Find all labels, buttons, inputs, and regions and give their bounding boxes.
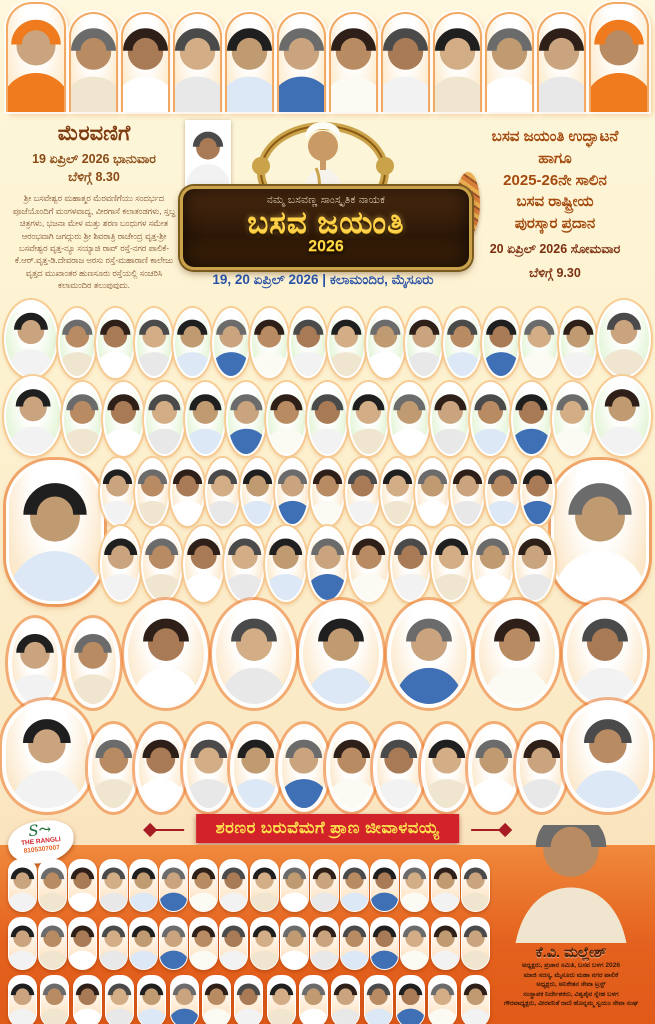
portrait-photo: [224, 526, 265, 602]
portrait-photo: [280, 917, 309, 970]
portrait-photo: [8, 917, 37, 970]
portrait-photo: [212, 308, 251, 378]
portrait-photo: [170, 975, 199, 1024]
portrait-photo: [589, 2, 649, 112]
portrait-photo: [327, 308, 366, 378]
portrait-photo: [265, 526, 306, 602]
portrait-photo: [450, 458, 485, 526]
portrait-photo: [423, 726, 471, 810]
portrait-photo: [96, 308, 135, 378]
portrait-photo: [266, 382, 307, 456]
poster-subtitle: ನಮ್ಮ ಬಸವಣ್ಣ ಸಾಂಸ್ಕೃತಿಕ ನಾಯಕ: [266, 194, 386, 206]
portrait-photo: [73, 975, 102, 1024]
portrait-photo: [137, 975, 166, 1024]
portrait-photo: [100, 526, 141, 602]
portrait-photo: [307, 382, 348, 456]
portrait-photo: [141, 526, 182, 602]
portrait-photo: [345, 458, 380, 526]
portrait-photo: [189, 859, 218, 912]
portrait-photo: [518, 726, 566, 810]
portrait-photo: [301, 602, 381, 706]
portrait-photo: [477, 602, 557, 706]
portrait-photo: [10, 620, 60, 706]
portrait-photo: [170, 458, 205, 526]
portrait-photo: [470, 382, 511, 456]
portrait-photo: [310, 859, 339, 912]
portrait-photo: [485, 458, 520, 526]
procession-route-text: ಶ್ರೀ ಬಸವೇಶ್ವರ ಮಹಾತ್ಮರ ಮೆರವಣಿಗೆಯು ಸಂದರ್ಭದ ಪೂಜೆಯೊಂದಿಗೆ ಮಂಗಳವಾದ್ಯ, ವೀರಗಾಸೆ ಕಲಾತಂಡಗಳು, ಸ್ತಬ್ಧ ಚಿತ್ರಗಳು, ಭಜನಾ ಮೇಳ ಮತ್ತು ಶರಣ ಬಂಧುಗಳ ಸಮೇತ ಆರಂಭವಾಗಿ ಜಗದ್ಗುರು ಶ್ರೀ ಶಿವರಾತ್ರಿ ರಾಜೇಂದ್ರ ವೃತ್ತ-ಶ್ರೀ ಬಸವೇಶ್ವರ ವೃತ್ತ-ನ್ಯೂ ಸಯ್ಯಾಜಿ ರಾವ್ ರಸ್ತೆ-ನಗರ ಪಾಲಿಕೆ-ಕೆ.ಆರ್.ವೃತ್ತ-ಡಿ.ದೇವರಾಜ ಅರಸು ರಸ್ತೆ-ಮಹಾರಾಣಿ ಕಾಲೇಜು ವೃತ್ತದ ಮುಖಾಂತರ ಹುಣಸೂರು ರಸ್ತೆಯಲ್ಲಿ ಸಂಚರಿಸಿ ಕಲಾಮಂದಿರ ತಲುಪುವುದು.: [12, 193, 176, 291]
portrait-photo: [189, 917, 218, 970]
members-grid: [8, 859, 490, 1024]
logo-brand: THE RANGLI: [20, 835, 62, 848]
procession-heading: ಮೆರವಣಿಗೆ: [57, 122, 131, 145]
portrait-photo: [348, 526, 389, 602]
organizer-title: ಅಧ್ಯಕ್ಷರು, ಅನಿಕೇತನ ಸೇವಾ ಟ್ರಸ್ಟ್: [536, 981, 606, 989]
inauguration-line: ಬಸವ ರಾಷ್ಟ್ರೀಯ: [516, 193, 594, 211]
portrait-photo: [415, 458, 450, 526]
portrait-photo: [8, 859, 37, 912]
portrait-photo: [214, 602, 294, 706]
portrait-photo: [219, 917, 248, 970]
members-row-2: [8, 917, 490, 970]
portrait-photo: [4, 300, 58, 378]
gallery-row-6: [4, 704, 651, 810]
gallery-row-5: [10, 602, 645, 706]
portrait-photo: [121, 12, 170, 112]
portrait-photo: [310, 917, 339, 970]
inauguration-time: ಬೆಳಿಗ್ಗೆ 9.30: [529, 265, 581, 280]
portrait-photo: [310, 458, 345, 526]
portrait-photo: [58, 308, 97, 378]
portrait-photo: [565, 602, 645, 706]
portrait-photo: [240, 458, 275, 526]
portrait-photo: [90, 726, 138, 810]
portrait-photo: [4, 702, 90, 810]
portrait-photo: [472, 526, 513, 602]
portrait-photo: [6, 2, 66, 112]
portrait-photo: [173, 308, 212, 378]
portrait-photo: [389, 602, 469, 706]
gallery-row-3: [100, 456, 555, 526]
portrait-photo: [68, 917, 97, 970]
portrait-photo: [470, 726, 518, 810]
portrait-photo: [267, 975, 296, 1024]
portrait-photo: [8, 975, 37, 1024]
quote-text: ಶರಣರ ಬರುವೆಮಗೆ ಪ್ರಾಣ ಜೀವಾಳವಯ್ಯ: [215, 819, 440, 837]
portrait-photo: [428, 975, 457, 1024]
organizer-photo: [507, 825, 635, 943]
portrait-photo: [593, 376, 651, 456]
portrait-photo: [185, 382, 226, 456]
portrait-photo: [38, 859, 67, 912]
procession-date: 19 ಏಪ್ರಿಲ್ 2026 ಭಾನುವಾರ: [32, 152, 156, 166]
portrait-photo: [405, 308, 444, 378]
portrait-photo: [340, 917, 369, 970]
portrait-photo: [129, 917, 158, 970]
portrait-photo: [511, 382, 552, 456]
portrait-photo: [205, 458, 240, 526]
inauguration-line: ಬಸವ ಜಯಂತಿ ಉದ್ಘಾಟನೆ: [491, 128, 619, 145]
portrait-photo: [137, 726, 185, 810]
portrait-photo: [461, 859, 490, 912]
date-venue-line: 19, 20 ಏಪ್ರಿಲ್ 2026 | ಕಲಾಮಂದಿರ, ಮೈಸೂರು: [212, 272, 434, 287]
portrait-photo: [430, 382, 471, 456]
portrait-photo: [370, 917, 399, 970]
portrait-photo: [159, 917, 188, 970]
portrait-photo: [289, 308, 328, 378]
portrait-photo: [328, 726, 376, 810]
portrait-photo: [38, 917, 67, 970]
portrait-photo: [219, 859, 248, 912]
portrait-photo: [400, 917, 429, 970]
portrait-photo: [69, 12, 118, 112]
portrait-photo: [68, 620, 118, 706]
portrait-photo: [135, 308, 174, 378]
portrait-photo: [202, 975, 231, 1024]
portrait-photo: [299, 975, 328, 1024]
portrait-photo: [99, 917, 128, 970]
portrait-photo: [366, 308, 405, 378]
portrait-photo: [485, 12, 534, 112]
portrait-photo: [375, 726, 423, 810]
portrait-photo: [396, 975, 425, 1024]
organizer-name: ಕೆ.ವಿ. ಮಲ್ಲೇಶ್: [535, 945, 607, 961]
logo-phone: 8105307007: [23, 843, 61, 855]
portrait-photo: [331, 975, 360, 1024]
portrait-photo: [280, 726, 328, 810]
title-banner: [180, 94, 466, 304]
portrait-photo: [565, 702, 651, 810]
portrait-photo: [380, 458, 415, 526]
portrait-photo: [389, 382, 430, 456]
inauguration-date: 20 ಏಪ್ರಿಲ್ 2026 ಸೋಮವಾರ: [489, 241, 621, 256]
portrait-photo: [431, 526, 472, 602]
inauguration-info-block: [461, 126, 649, 282]
portrait-photo: [99, 859, 128, 912]
portrait-photo: [597, 300, 651, 378]
portrait-photo: [390, 526, 431, 602]
portrait-photo: [461, 975, 490, 1024]
inauguration-line: 2025-26ನೇ ಸಾಲಿನ: [503, 171, 607, 189]
portrait-photo: [340, 859, 369, 912]
arrow-ornament-left: [150, 829, 184, 831]
procession-info-block: [8, 120, 180, 300]
inauguration-line: ಪುರಸ್ಕಾರ ಪ್ರದಾನ: [514, 215, 596, 232]
gallery-row-1: [4, 304, 651, 378]
poster-title: ಬಸವ ಜಯಂತಿ: [247, 205, 405, 240]
portrait-gallery: [0, 302, 655, 845]
inauguration-line: ಹಾಗೂ: [538, 149, 572, 167]
gallery-row-2: [4, 380, 651, 456]
portrait-photo: [370, 859, 399, 912]
title-plaque: [180, 186, 472, 270]
organizer-block: [491, 825, 651, 1009]
portrait-photo: [348, 382, 389, 456]
portrait-photo: [105, 975, 134, 1024]
portrait-photo: [232, 726, 280, 810]
organizer-title: ಮಾಜಿ ಸದಸ್ಯ, ಮೈಸೂರು ಮಹಾ ನಗರ ಪಾಲಿಕೆ: [523, 971, 619, 979]
portrait-photo: [275, 458, 310, 526]
portrait-photo: [103, 382, 144, 456]
portrait-photo: [183, 526, 224, 602]
portrait-photo: [100, 458, 135, 526]
portrait-photo: [443, 308, 482, 378]
portrait-photo: [559, 308, 598, 378]
poster-year: 2026: [308, 237, 344, 255]
portrait-photo: [520, 308, 559, 378]
portrait-photo: [250, 308, 289, 378]
portrait-photo: [431, 917, 460, 970]
guest-photo: [185, 120, 231, 190]
portrait-photo: [364, 975, 393, 1024]
portrait-photo: [400, 859, 429, 912]
portrait-photo: [226, 382, 267, 456]
portrait-photo: [62, 382, 103, 456]
portrait-photo: [129, 859, 158, 912]
portrait-photo: [250, 859, 279, 912]
portrait-photo: [482, 308, 521, 378]
members-row-3: [8, 975, 490, 1024]
portrait-photo: [537, 12, 586, 112]
portrait-photo: [144, 382, 185, 456]
portrait-photo: [552, 382, 593, 456]
portrait-photo: [68, 859, 97, 912]
procession-time: ಬೆಳಿಗ್ಗೆ 8.30: [68, 170, 120, 185]
organizer-title: ಅಧ್ಯಕ್ಷರು, ಪ್ರಚಾರ ಸಮಿತಿ, ಬಸವ ಬಳಗ 2026: [521, 962, 621, 969]
header-section: [0, 112, 655, 304]
organizer-title: ಗೌರವಾಧ್ಯಕ್ಷರು, ವೀರವನಿತೆ ರಾಣಿ ಹೊನ್ನಮ್ಮ ಸ್ವಯಂ ಸೇವಾ ಸಂಘ: [503, 1000, 639, 1008]
quote-banner: [196, 814, 460, 843]
portrait-photo: [307, 526, 348, 602]
organizer-title: ಸಂಸ್ಥಾಪಕ ನಿರ್ದೇಶಕರು, ವಿಶ್ವಶೈವ ಸ್ನೇಹ ಬಳಗ: [523, 990, 619, 998]
right-featured-portrait: [551, 460, 649, 604]
left-featured-portrait: [6, 460, 104, 604]
portrait-photo: [126, 602, 206, 706]
signature-icon: S⤳: [27, 819, 53, 841]
portrait-photo: [234, 975, 263, 1024]
portrait-photo: [135, 458, 170, 526]
portrait-photo: [461, 917, 490, 970]
portrait-photo: [280, 859, 309, 912]
portrait-photo: [185, 726, 233, 810]
portrait-photo: [40, 975, 69, 1024]
portrait-photo: [520, 458, 555, 526]
gallery-row-4: [100, 528, 555, 602]
members-row-1: [8, 859, 490, 912]
portrait-photo: [4, 376, 62, 456]
portrait-photo: [250, 917, 279, 970]
portrait-photo: [514, 526, 555, 602]
portrait-photo: [431, 859, 460, 912]
portrait-photo: [159, 859, 188, 912]
